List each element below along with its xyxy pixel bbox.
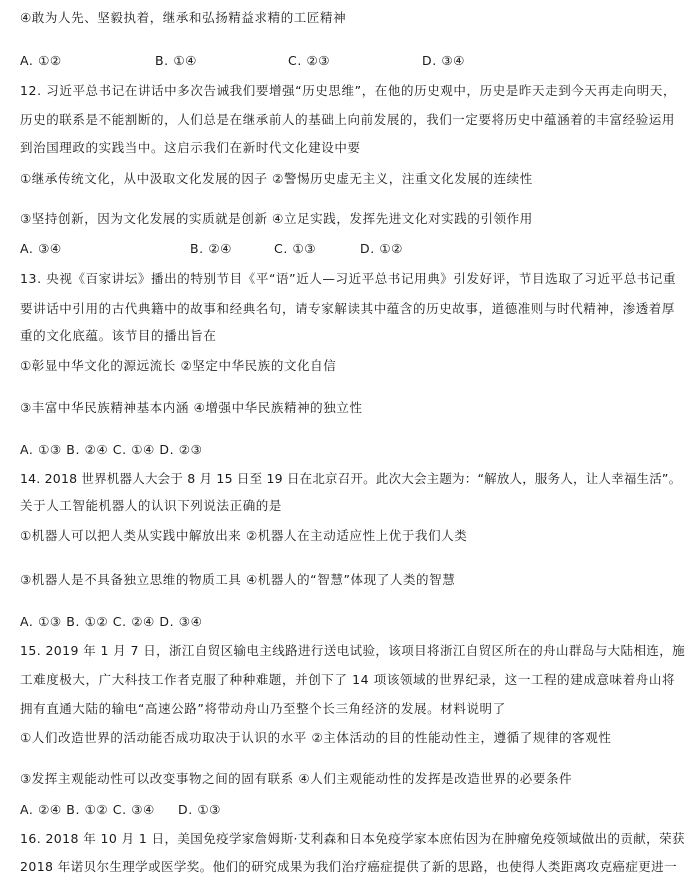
q12-stem-line-3: 到治国理政的实践当中。这启示我们在新时代文化建设中要 xyxy=(20,140,361,155)
q14-stem-line-2: 关于人工智能机器人的认识下列说法正确的是 xyxy=(20,498,283,513)
q16-stem-line-2: 2018 年诺贝尔生理学或医学奖。他们的研究成果为我们治疗癌症提供了新的思路，也使得人类距离攻克癌症更进一 xyxy=(20,859,677,874)
q12-items-line-2: ③坚持创新，因为文化发展的实质就是创新 ④立足实践，发挥先进文化对实践的引领作用 xyxy=(20,211,533,226)
q12-items-line-1: ①继承传统文化，从中汲取文化发展的因子 ②警惕历史虚无主义，注重文化发展的连续性 xyxy=(20,171,533,186)
q15-stem-line-2: 工难度极大，广大科技工作者克服了种种难题，并创下了 14 项该领域的世界纪录，这一工程的建成意味着舟山将 xyxy=(20,672,676,687)
q14-items-line-2: ③机器人是不具备独立思维的物质工具 ④机器人的“智慧”体现了人类的智慧 xyxy=(20,572,456,587)
q13-stem-line-2: 要讲话中引用的古代典籍中的故事和经典名句，请专家解读其中蕴含的历史故事，道德准则与时代精神，渗透着厚 xyxy=(20,301,676,316)
q13-stem-line-3: 重的文化底蕴。该节目的播出旨在 xyxy=(20,328,217,343)
q11-option-c: C. ②③ xyxy=(288,53,331,68)
q13-items-line-1: ①彰显中华文化的源远流长 ②坚定中华民族的文化自信 xyxy=(20,358,337,373)
q15-items-line-2: ③发挥主观能动性可以改变事物之间的固有联系 ④人们主观能动性的发挥是改造世界的必要条件 xyxy=(20,771,573,786)
q12-option-a: A. ③④ xyxy=(20,241,62,256)
q15-option-d: D. ①③ xyxy=(178,802,221,817)
q13-options: A. ①③ B. ②④ C. ①④ D. ②③ xyxy=(20,442,203,457)
q14-stem-line-1: 14. 2018 世界机器人大会于 8 月 15 日至 19 日在北京召开。此次大会主题为：“解放人，服务人，让人幸福生活”。 xyxy=(20,471,682,486)
q11-item-4: ④敢为人先、坚毅执着，继承和弘扬精益求精的工匠精神 xyxy=(20,10,347,25)
q11-option-d: D. ③④ xyxy=(422,53,465,68)
q15-stem-line-3: 拥有直通大陆的输电“高速公路”将带动舟山乃至整个长三角经济的发展。材料说明了 xyxy=(20,701,506,716)
q12-option-b: B. ②④ xyxy=(190,241,232,256)
q12-option-d: D. ①② xyxy=(360,241,403,256)
q13-items-line-2: ③丰富中华民族精神基本内涵 ④增强中华民族精神的独立性 xyxy=(20,400,363,415)
q12-stem-line-2: 历史的联系是不能割断的，人们总是在继承前人的基础上向前发展的，我们一定要将历史中蕴涵着的丰富经验运用 xyxy=(20,112,676,127)
q15-items-line-1: ①人们改造世界的活动能否成功取决于认识的水平 ②主体活动的目的性能动性主，遵循了规律的客观性 xyxy=(20,730,612,745)
q14-items-line-1: ①机器人可以把人类从实践中解放出来 ②机器人在主动适应性上优于我们人类 xyxy=(20,528,468,543)
q14-options: A. ①③ B. ①② C. ②④ D. ③④ xyxy=(20,614,203,629)
q16-stem-line-1: 16. 2018 年 10 月 1 日，美国免疫学家詹姆斯·艾利森和日本免疫学家本庶佑因为在肿瘤免疫领域做出的贡献，荣获 xyxy=(20,831,685,846)
q11-option-a: A. ①② xyxy=(20,53,62,68)
q13-stem-line-1: 13. 央视《百家讲坛》播出的特别节目《平“语”近人—习近平总书记用典》引发好评，节目选取了习近平总书记重 xyxy=(20,271,677,286)
q12-stem-line-1: 12. 习近平总书记在讲话中多次告诫我们要增强“历史思维”，在他的历史观中，历史是昨天走到今天再走向明天， xyxy=(20,83,677,98)
q15-stem-line-1: 15. 2019 年 1 月 7 日，浙江自贸区输电主线路进行送电试验，该项目将浙江自贸区所在的舟山群岛与大陆相连，施 xyxy=(20,643,686,658)
q12-option-c: C. ①③ xyxy=(274,241,317,256)
q11-option-b: B. ①④ xyxy=(155,53,197,68)
q15-options-abc: A. ②④ B. ①② C. ③④ xyxy=(20,802,155,817)
